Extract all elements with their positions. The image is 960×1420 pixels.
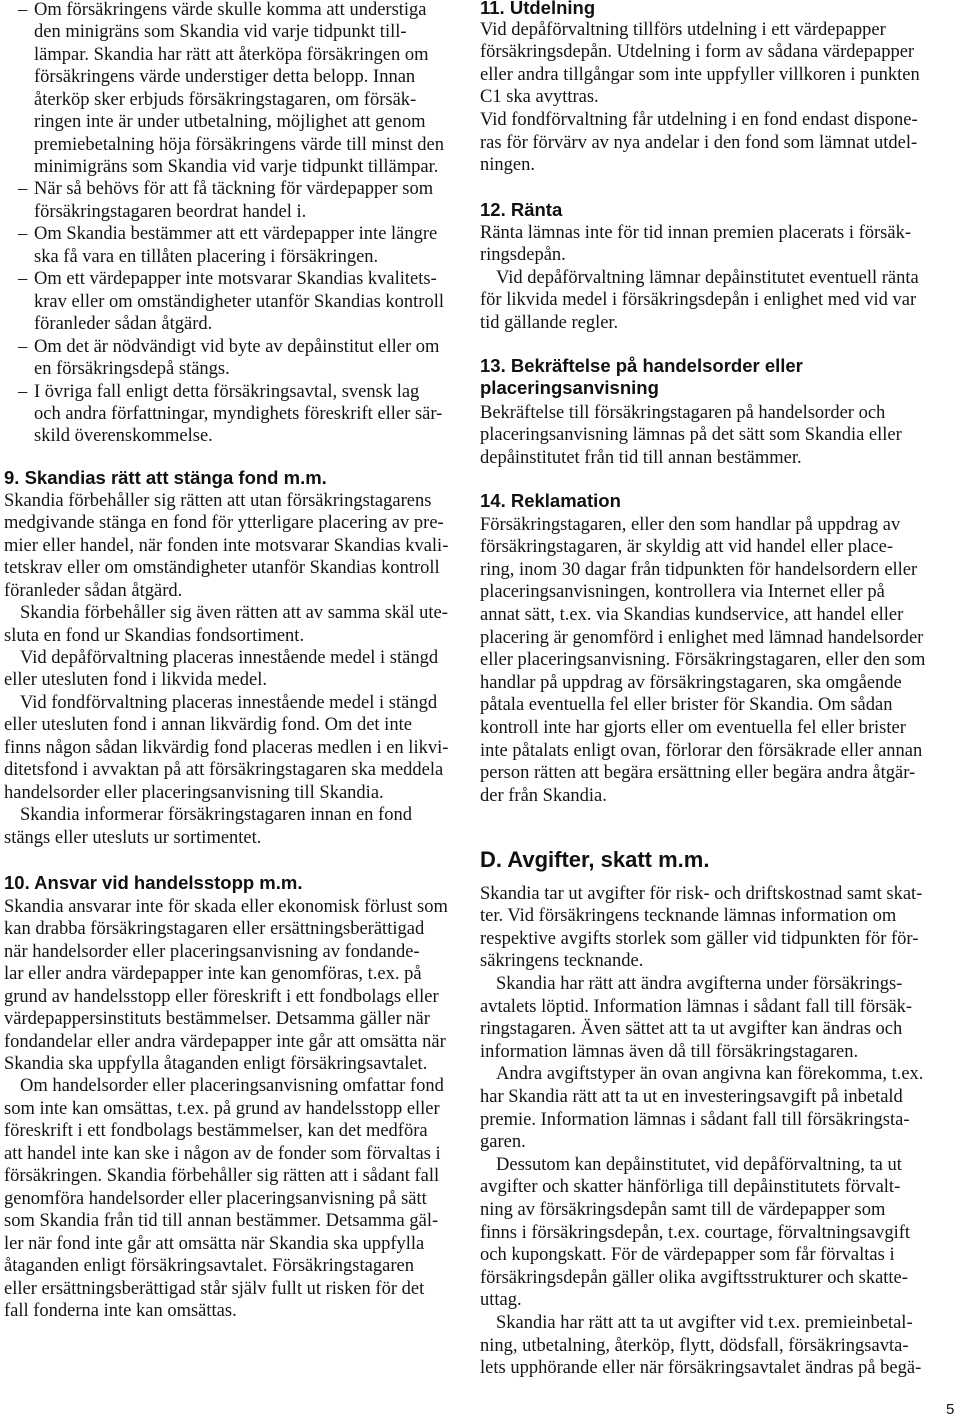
paragraph <box>480 109 930 177</box>
text-line: Skandia ansvarar inte för skada eller ekonomisk förlust som <box>4 896 448 917</box>
text-line: ler när fond inte går att omsätta när Skandia ska uppfylla <box>4 1233 425 1254</box>
bullet-text <box>34 268 446 335</box>
section-13-body <box>480 402 930 470</box>
text-line: ning av försäkringsdepån samt till de värdepapper som <box>480 1200 886 1220</box>
text-line: Dessutom kan depåinstitutet, vid depåförvaltning, ta ut <box>496 1154 902 1175</box>
text-line: eller utesluten fond i annan likvärdig fond. Om det inte <box>4 715 412 736</box>
text-line: som Skandia från tid till annan bestämmer. Detsamma gäl- <box>4 1211 439 1232</box>
text-line: Om det är nödvändigt vid byte av depåinstitut eller om <box>34 336 440 357</box>
text-line: Vid depåförvaltning placeras innestående medel i stängd <box>20 647 439 668</box>
text-line: ska få vara en tillåten placering i försäkringen. <box>34 246 379 267</box>
text-line: försäkringens värde understiger detta belopp. Innan <box>34 67 416 88</box>
text-line: Skandia har rätt att ta ut avgifter vid t.ex. premieinbetal- <box>496 1312 913 1333</box>
paragraph <box>480 1063 930 1153</box>
text-line: Vid depåförvaltning lämnar depåinstitutet eventuell ränta <box>496 267 919 288</box>
text-line: ditetsfond i avvaktan på att försäkringstagaren ska meddela <box>4 760 444 781</box>
bullet-list <box>4 0 446 448</box>
left-column <box>4 0 449 1420</box>
section-14-body <box>480 514 930 808</box>
text-line: eller placeringsanvisning. Försäkringstagaren, eller den som <box>480 650 926 671</box>
text-line: respektive avgifts storlek som gäller vid tidpunkten för för- <box>480 928 919 949</box>
text-line: inte påtalats enligt ovan, förlorar den försäkrade eller annan <box>480 740 923 761</box>
text-line: fall fonderna inte kan omsättas. <box>4 1300 237 1321</box>
text-line: tid gällande regler. <box>480 313 619 334</box>
text-line: lets upphörande eller när försäkringsavtalet ändras på begä- <box>480 1358 922 1379</box>
text-line: tetskrav eller om omständigheter utanför Skandias kontroll <box>4 558 440 579</box>
text-line: C1 ska avyttras. <box>480 87 599 108</box>
section-10-body <box>4 896 446 1323</box>
text-line: ningen. <box>480 155 535 176</box>
text-line: placeringsanvisningen, kontrollera via Internet eller på <box>480 582 885 603</box>
text-line: Skandia förbehåller sig även rätten att av samma skäl ute- <box>20 603 448 624</box>
text-line: eller utesluten fond i likvida medel. <box>4 670 268 691</box>
text-line: skild överenskommelse. <box>34 426 213 447</box>
text-line: Skandia informerar försäkringstagaren innan en fond <box>20 805 412 826</box>
text-line: värdepappersinstituts bestämmelser. Detsamma gäller när <box>4 1009 430 1030</box>
text-line: försäkringstagaren, är skyldig att vid handel eller place- <box>480 537 894 558</box>
text-line: information lämnas även då till försäkringstagaren. <box>480 1041 859 1062</box>
right-column <box>480 0 930 1420</box>
text-line: Vid fondförvaltning får utdelning i en fond endast dispone- <box>480 110 918 131</box>
bullet-dash: – <box>18 0 28 20</box>
text-line: Bekräftelse till försäkringstagaren på handelsorder och <box>480 402 886 423</box>
bullet-item <box>4 268 446 335</box>
text-line: annat sätt, t.ex. via Skandias kundservice, att handel eller <box>480 605 904 626</box>
text-line: en försäkringsdepå stängs. <box>34 359 230 380</box>
text-line: eller andra tillgångar som inte uppfyller villkoren i punkten <box>480 64 920 85</box>
text-line: garen. <box>480 1132 526 1153</box>
text-line: att handel inte kan ske i någon av de fonder som förvaltas i <box>4 1143 441 1164</box>
text-line: eller ersättningsberättigad står själv fullt ut risken för det <box>4 1278 425 1299</box>
heading-section-9: 9. Skandias rätt att stänga fond m.m. <box>4 466 327 488</box>
text-line: föranleder sådan åtgärd. <box>4 580 183 601</box>
text-line: handelsorder eller placeringsanvisning till Skandia. <box>4 782 384 803</box>
text-line: Ränta lämnas inte för tid innan premien placerats i försäk- <box>480 222 912 243</box>
text-line: återköp sker erbjuds försäkringstagaren, om försäk- <box>34 89 417 110</box>
text-line: Om försäkringens värde skulle komma att understiga <box>34 0 427 20</box>
paragraph <box>480 1312 930 1380</box>
text-line: krav eller om omständigheter utanför Skandias kontroll <box>34 291 444 312</box>
text-line: som inte kan omsättas, t.ex. på grund av handelsstopp eller <box>4 1098 440 1119</box>
text-line: Skandia har rätt att ändra avgifterna under försäkrings- <box>496 974 903 995</box>
text-line: avtalets löptid. Information lämnas i sådant fall till försäk- <box>480 996 913 1017</box>
heading-section-14: 14. Reklamation <box>480 489 621 511</box>
paragraph <box>480 883 930 973</box>
bullet-dash: – <box>18 336 28 357</box>
section-12-body <box>480 222 930 335</box>
text-line: Om handelsorder eller placeringsanvisning omfattar fond <box>20 1076 444 1097</box>
heading-section-d: D. Avgifter, skatt m.m. <box>480 847 710 872</box>
section-d-body <box>480 883 930 1380</box>
paragraph <box>4 1075 446 1322</box>
text-line: för likvida medel i försäkringsdepån i enlighet med vid var <box>480 290 917 311</box>
paragraph <box>4 602 446 647</box>
bullet-dash: – <box>18 269 28 290</box>
text-line: Skandia tar ut avgifter för risk- och driftskostnad samt skat- <box>480 883 923 904</box>
paragraph <box>4 490 449 602</box>
heading-section-10: 10. Ansvar vid handelsstopp m.m. <box>4 871 303 893</box>
text-line: sluta en fond ur Skandias fondsortiment. <box>4 625 305 646</box>
bullet-dash: – <box>18 381 28 402</box>
heading-section-12: 12. Ränta <box>480 198 563 220</box>
text-line: minimigräns som Skandia vid varje tidpunkt tillämpar. <box>34 156 439 177</box>
page-number: 5 <box>946 1401 955 1418</box>
bullet-item <box>4 336 446 381</box>
text-line: stängs eller utesluts ur sortimentet. <box>4 827 262 848</box>
text-line: kan drabba försäkringstagaren eller ersättningsberättigad <box>4 919 425 940</box>
text-line: Försäkringstagaren, eller den som handlar på uppdrag av <box>480 514 901 535</box>
text-line: Andra avgiftstyper än ovan angivna kan förekomma, t.ex. <box>496 1064 924 1085</box>
paragraph <box>4 647 446 692</box>
text-line: försäkringsdepån. Utdelning i form av sådana värdepapper <box>480 42 915 63</box>
text-line: ring, inom 30 dagar från tidpunkten för handelsordern eller <box>480 559 918 580</box>
text-line: avgifter och skatter hänförliga till depåinstitutets förvalt- <box>480 1177 901 1198</box>
paragraph <box>480 973 930 1063</box>
text-line: försäkringsdepån gäller olika avgiftsstrukturer och skatte- <box>480 1267 908 1288</box>
paragraph <box>4 896 446 1076</box>
text-line: försäkringstagaren beordrat handel i. <box>34 201 307 222</box>
text-line: I övriga fall enligt detta försäkringsavtal, svensk lag <box>34 381 420 402</box>
text-line: och andra författningar, myndighets föreskrift eller sär- <box>34 403 443 424</box>
text-line: lämpar. Skandia har rätt att återköpa försäkringen om <box>34 44 429 65</box>
text-line: depåinstitutet från tid till annan bestämmer. <box>480 447 802 468</box>
text-line: och kupongskatt. För de värdepapper som får förvaltas i <box>480 1245 895 1266</box>
text-line: finns i försäkringsdepån, t.ex. courtage, förvaltningsavgift <box>480 1222 911 1243</box>
text-line: Skandia ska uppfylla åtaganden enligt försäkringsavtalet. <box>4 1053 428 1074</box>
text-line: lar eller andra värdepapper inte kan genomföras, t.ex. på <box>4 964 422 985</box>
bullet-item <box>4 381 446 448</box>
text-line: kontroll inte har gjorts eller om eventuella fel eller brister <box>480 718 906 739</box>
text-line: ter. Vid försäkringens tecknande lämnas information om <box>480 906 897 927</box>
bullet-text <box>34 223 446 268</box>
text-line: Vid depåförvaltning tillförs utdelning i ett värdepapper <box>480 19 886 40</box>
text-line: handlar på uppdrag av försäkringstagaren, ska omgående <box>480 672 902 693</box>
text-line: uttag. <box>480 1290 522 1311</box>
text-line: grund av handelsstopp eller föreskrift i ett fondbolags eller <box>4 986 439 1007</box>
bullet-dash: – <box>18 224 28 245</box>
bullet-dash: – <box>18 179 28 200</box>
text-line: föreskrift i ett fondbolags bestämmelser, kan det medföra <box>4 1121 428 1142</box>
text-line: åtaganden enligt försäkringsavtalet. Försäkringstagaren <box>4 1256 414 1277</box>
section-9-body <box>4 490 449 849</box>
text-line: fondandelar eller andra värdepapper inte går att omsätta när <box>4 1031 446 1052</box>
text-line: den minigräns som Skandia vid varje tidpunkt till- <box>34 22 407 43</box>
text-line: ning, utbetalning, återköp, flytt, dödsfall, försäkringsavta- <box>480 1335 909 1356</box>
bullet-text <box>34 0 446 178</box>
text-line: ringsdepån. <box>480 245 566 266</box>
paragraph <box>480 514 930 808</box>
text-line: premiebetalning höja försäkringens värde till minst den <box>34 134 444 155</box>
bullet-item <box>4 223 446 268</box>
text-line: Om Skandia bestämmer att ett värdepapper inte längre <box>34 224 438 245</box>
text-line: der från Skandia. <box>480 785 607 806</box>
text-line: när handelsorder eller placeringsanvisning av fondande- <box>4 941 420 962</box>
paragraph <box>480 1154 930 1312</box>
text-line: säkringens tecknande. <box>480 951 644 972</box>
paragraph <box>480 19 930 109</box>
bullet-text <box>34 381 446 448</box>
bullet-item <box>4 178 446 223</box>
text-line: placeringsanvisning lämnas på det sätt som Skandia eller <box>480 425 902 446</box>
text-line: premie. Information lämnas i sådant fall till försäkringsta- <box>480 1109 910 1130</box>
text-line: Vid fondförvaltning placeras innestående medel i stängd <box>20 692 438 713</box>
bullet-item <box>4 0 446 178</box>
heading-section-13 <box>480 355 930 400</box>
text-line: har Skandia rätt att ta ut en investeringsavgift på inbetald <box>480 1087 903 1108</box>
bullet-text <box>34 178 446 223</box>
text-line: genomföra handelsorder eller placeringsanvisning på sätt <box>4 1188 427 1209</box>
text-line: Skandia förbehåller sig rätten att utan försäkringstagarens <box>4 490 432 511</box>
text-line: mier eller handel, när fonden inte motsvarar Skandias kvali- <box>4 535 449 556</box>
text-line: placering är genomförd i enlighet med lämnad handelsorder <box>480 627 924 648</box>
text-line: ringstagaren. Även sättet att ta ut avgifter kan ändras och <box>480 1019 903 1040</box>
text-line: När så behövs för att få täckning för värdepapper som <box>34 179 434 200</box>
text-line: försäkringen. Skandia förbehåller sig rätten att i sådant fall <box>4 1166 440 1187</box>
text-line: 13. Bekräftelse på handelsorder eller <box>480 354 803 376</box>
section-11-body <box>480 19 930 177</box>
paragraph <box>4 804 446 849</box>
text-line: påtala eventuella fel eller brister för Skandia. Om sådan <box>480 695 893 716</box>
paragraph <box>480 267 930 335</box>
text-line: finns någon sådan likvärdig fond placeras medlen i en likvi- <box>4 737 449 758</box>
text-line: föranleder sådan åtgärd. <box>34 314 213 335</box>
text-line: medgivande stänga en fond för ytterligare placering av pre- <box>4 513 444 534</box>
text-line: ras för förvärv av nya andelar i den fond som lämnat utdel- <box>480 132 918 153</box>
bullet-text <box>34 336 446 381</box>
paragraph <box>480 402 930 470</box>
text-line: Om ett värdepapper inte motsvarar Skandias kvalitets- <box>34 269 437 290</box>
paragraph <box>4 692 449 804</box>
text-line: placeringsanvisning <box>480 377 659 399</box>
paragraph <box>480 222 930 267</box>
text-line: ringen inte är under utbetalning, möjlighet att genom <box>34 112 426 133</box>
heading-section-11: 11. Utdelning <box>480 0 596 18</box>
text-line: person rätten att begära ersättning eller begära andra åtgär- <box>480 763 916 784</box>
